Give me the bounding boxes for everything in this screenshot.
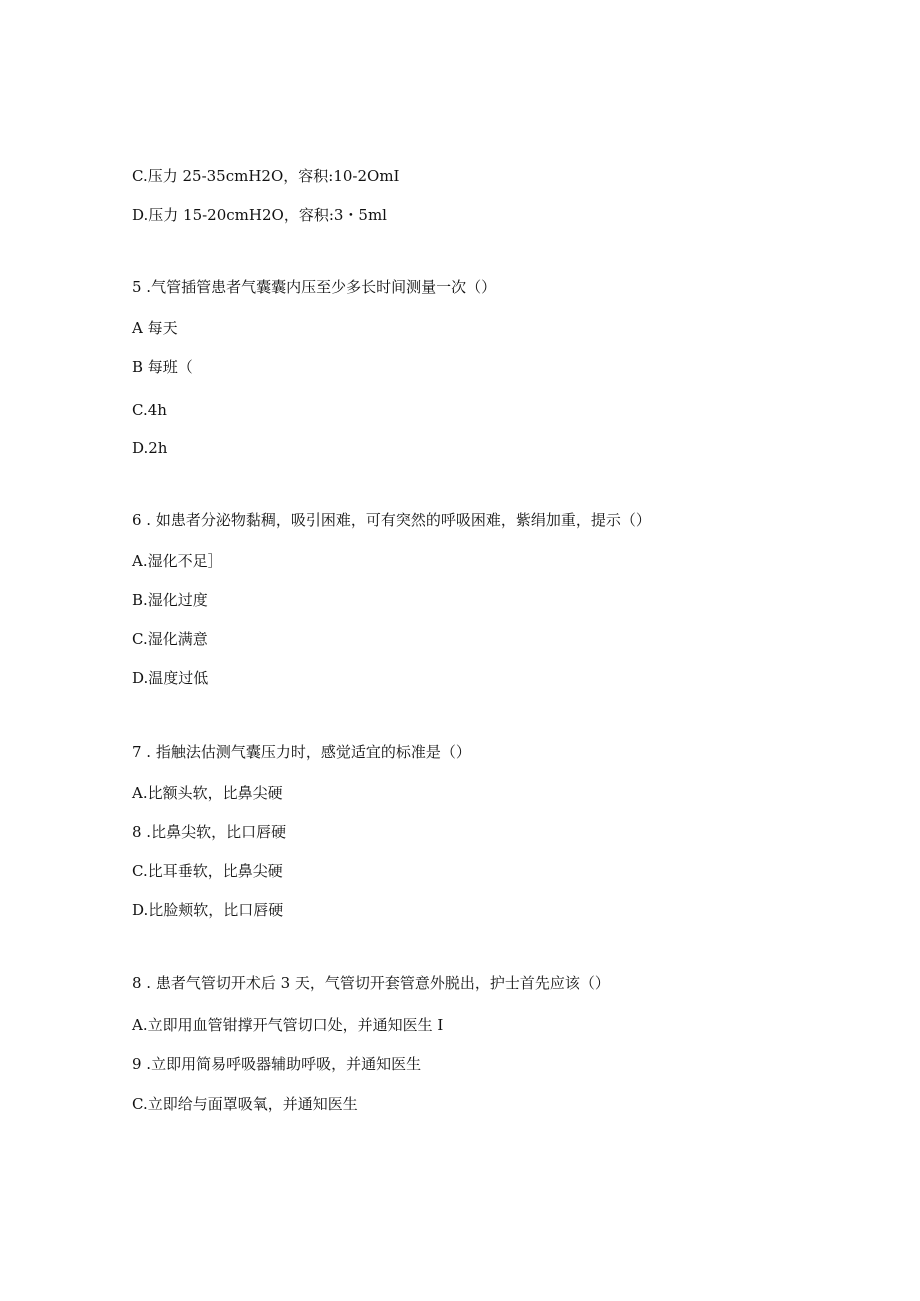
option-a-q6: A.湿化不足］: [132, 552, 223, 570]
option-a-q5: A 每天: [132, 319, 178, 337]
option-d-q7: D.比脸颊软，比口唇硬: [132, 901, 284, 919]
question-8: 8 . 患者气管切开术后 3 天，气管切开套管意外脱出，护士首先应该（）: [132, 974, 610, 992]
question-5: 5 .气管插管患者气囊囊内压至少多长时间测量一次（）: [132, 278, 497, 296]
option-b-q5: B 每班（: [132, 358, 193, 376]
option-c-q5: C.4h: [132, 401, 167, 419]
option-c-q4: C.压力 25-35cmH2O，容积:10-2OmI: [132, 167, 400, 185]
option-b-q8: 9 .立即用简易呼吸器辅助呼吸，并通知医生: [132, 1055, 422, 1073]
option-d-q5: D.2h: [132, 439, 168, 457]
option-b-q7: 8 .比鼻尖软，比口唇硬: [132, 823, 287, 841]
option-d-q6: D.温度过低: [132, 669, 209, 687]
option-b-q6: B.湿化过度: [132, 591, 208, 609]
option-c-q6: C.湿化满意: [132, 630, 208, 648]
option-c-q8: C.立即给与面罩吸氧，并通知医生: [132, 1095, 358, 1113]
question-6: 6 . 如患者分泌物黏稠，吸引困难，可有突然的呼吸困难，紫绢加重，提示（）: [132, 511, 651, 529]
option-d-q4: D.压力 15-20cmH2O，容积:3・5ml: [132, 206, 387, 224]
option-c-q7: C.比耳垂软，比鼻尖硬: [132, 862, 283, 880]
option-a-q7: A.比额头软，比鼻尖硬: [132, 784, 283, 802]
question-7: 7 . 指触法估测气囊压力时，感觉适宜的标准是（）: [132, 743, 471, 761]
option-a-q8: A.立即用血管钳撑开气管切口处，并通知医生 I: [132, 1016, 444, 1034]
